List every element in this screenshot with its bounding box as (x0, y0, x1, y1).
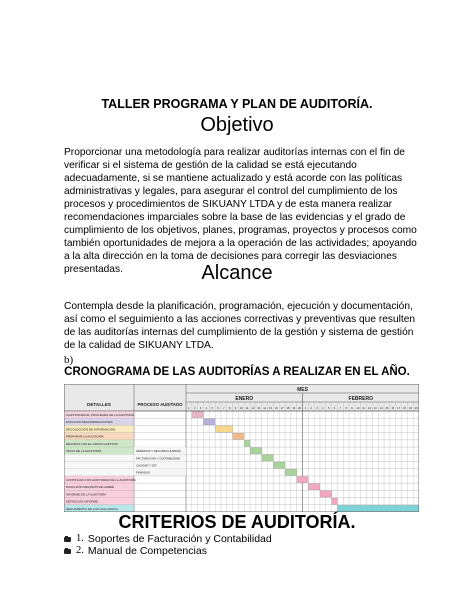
gantt-day-number: 17 (397, 407, 401, 410)
gantt-row-process: FACTURACIÓN Y CONTABILIDAD (136, 456, 180, 461)
gantt-day-number: 18 (402, 407, 406, 410)
schedule-title: CRONOGRAMA DE LAS AUDITORÍAS A REALIZAR EN EL AÑO. (64, 366, 410, 378)
gantt-day-number: 19 (292, 407, 296, 410)
gantt-day-number: 5 (211, 407, 213, 410)
gantt-day-number: 16 (274, 407, 278, 410)
gantt-bar (285, 469, 297, 475)
gantt-day-number: 2 (194, 407, 196, 410)
criteria-number: 1. (76, 533, 84, 544)
gantt-row-detail: CUESTIONAR EL PROGRAMA DE LA AUDITORÍA (66, 413, 135, 418)
gantt-bar (332, 498, 338, 504)
gantt-row-detail: INFORME DE LA AUDITORÍA (66, 492, 107, 497)
gantt-row-detail: SEGUIMIENTO DE LOS HALLAZGOS (66, 506, 118, 511)
document-title: TALLER PROGRAMA Y PLAN DE AUDITORÍA. (101, 97, 373, 111)
gantt-day-number: 14 (379, 407, 383, 410)
criteria-heading: CRITERIOS DE AUDITORÍA. (118, 512, 356, 532)
gantt-day-number: 4 (205, 407, 208, 410)
criteria-item (64, 545, 272, 557)
gantt-bar (233, 433, 245, 439)
gantt-day-number: 16 (391, 407, 395, 410)
gantt-bar (215, 426, 232, 432)
objective-paragraph: Proporcionar una metodología para realizar auditorías internas con el fin de verificar si el sistema de gestión de la calidad se está ejecutando adecuadamente, si se mantiene actualizado y está acorde con las políticas administrativas y legales, para asegurar el control del cumplimiento de los procesos y procedimientos de SIKUANY LTDA y de esta manera realizar recomendaciones imparciales sobre la base de las evidencias y el grado de cumplimiento de los objetivos, planes, programas, proyectos y procesos como también oportunidades de mejora a la operación de las actividades; apoyando a la alta dirección en la toma de decisiones para corregir las desviaciones presentadas. (64, 147, 417, 275)
gantt-day-number: 20 (414, 407, 418, 410)
scope-heading: Alcance (201, 262, 273, 284)
gantt-row-detail: RECOLECCIÓN DE INFORMACIÓN (66, 427, 116, 432)
gantt-day-number: 14 (263, 407, 267, 410)
gantt-bar (297, 476, 309, 482)
gantt-day-number: 19 (408, 407, 412, 410)
gantt-day-number: 5 (327, 407, 330, 410)
gantt-month-label: ENERO (235, 396, 254, 402)
gantt-day-number: 1 (304, 407, 307, 410)
gantt-day-number: 13 (257, 407, 261, 410)
gantt-day-number: 1 (188, 407, 190, 410)
gantt-day-number: 12 (368, 407, 371, 410)
gantt-row-detail: DISCUSIÓN REVISIÓN DE HABER (66, 485, 115, 490)
gantt-bar (273, 462, 285, 468)
gantt-month-label: FEBRERO (348, 396, 373, 402)
gantt-day-number: 13 (373, 407, 377, 410)
gantt-day-number: 7 (339, 407, 342, 410)
gantt-row-process: CALIDAD Y SST (136, 463, 157, 468)
gantt-day-number: 8 (228, 407, 231, 410)
gantt-col-details: DETALLES (87, 402, 111, 407)
gantt-bar (262, 455, 274, 461)
gantt-row-label-bg (64, 462, 134, 469)
gantt-day-number: 11 (362, 407, 366, 410)
criteria-list (64, 533, 272, 557)
gantt-day-number: 6 (217, 407, 219, 410)
gantt-day-number: 9 (351, 407, 353, 410)
gantt-row-detail: PREPARAR LA AUDITORÍA (66, 434, 104, 439)
gantt-row-process: GERENCIA Y RECURSO HUMANO (136, 449, 181, 454)
gantt-bar (244, 440, 250, 446)
gantt-row-detail: INICIO DE LA AUDITORÍA (66, 449, 102, 454)
gantt-day-number: 2 (310, 407, 312, 410)
gantt-day-number: 10 (239, 407, 243, 410)
gantt-bar (203, 419, 215, 425)
list-marker-b: b) (64, 354, 74, 366)
gantt-day-number: 4 (322, 407, 324, 410)
gantt-day-number: 7 (223, 407, 225, 410)
gantt-day-number: 12 (251, 407, 255, 410)
gantt-day-number: 11 (245, 407, 249, 410)
gantt-row-process: FINANZAS (136, 470, 150, 475)
gantt-col-process: PROCESO AUDITADO (137, 402, 183, 407)
gantt-row-detail: DEFINICIÓN INFORME (66, 499, 98, 504)
gantt-chart (64, 384, 419, 512)
gantt-day-number: 17 (280, 407, 284, 410)
criteria-item (64, 533, 272, 545)
criteria-text: Manual de Competencias (87, 545, 207, 557)
gantt-row-detail: EXPLICAR RECOMENDACIONES (66, 420, 113, 425)
criteria-text: Soportes de Facturación y Contabilidad (87, 533, 272, 545)
gantt-day-number: 8 (345, 407, 347, 410)
gantt-row-detail: REUNIÓN CON EL GRUPO AUDITOR (66, 441, 118, 446)
gantt-bar (250, 448, 262, 454)
gantt-bar (308, 484, 320, 490)
gantt-day-number: 3 (316, 407, 318, 410)
scope-paragraph: Contempla desde la planificación, programación, ejecución y documentación, así como el seguimiento a las acciones correctivas y preventivas que resulten de las auditorías internas del cumplimiento de la gestión y sistema de gestión de la calidad de SIKUANY LTDA. (64, 301, 416, 351)
gantt-row-label-bg (64, 469, 134, 476)
gantt-day-number: 15 (385, 407, 389, 410)
gantt-bar (337, 505, 419, 511)
gantt-day-number: 15 (269, 407, 272, 410)
criteria-number: 2. (76, 545, 84, 556)
objective-heading: Objetivo (200, 114, 274, 136)
gantt-row-detail: CONTINUAR CON AUDITORES DE LA AUDITORÍA (66, 477, 136, 482)
gantt-day-number: 10 (356, 407, 360, 410)
folder-bullet-icon (64, 548, 72, 555)
gantt-day-number: 3 (199, 407, 202, 410)
gantt-bar (320, 491, 332, 497)
gantt-day-number: 9 (234, 407, 237, 410)
folder-bullet-icon (64, 536, 72, 543)
gantt-row-label-bg (64, 454, 134, 461)
gantt-header-mes: MES (297, 387, 308, 393)
gantt-svg (64, 384, 419, 512)
gantt-day-number: 6 (333, 407, 336, 410)
gantt-day-number: 20 (298, 407, 302, 410)
gantt-bar (192, 412, 204, 418)
gantt-day-number: 18 (286, 407, 290, 410)
